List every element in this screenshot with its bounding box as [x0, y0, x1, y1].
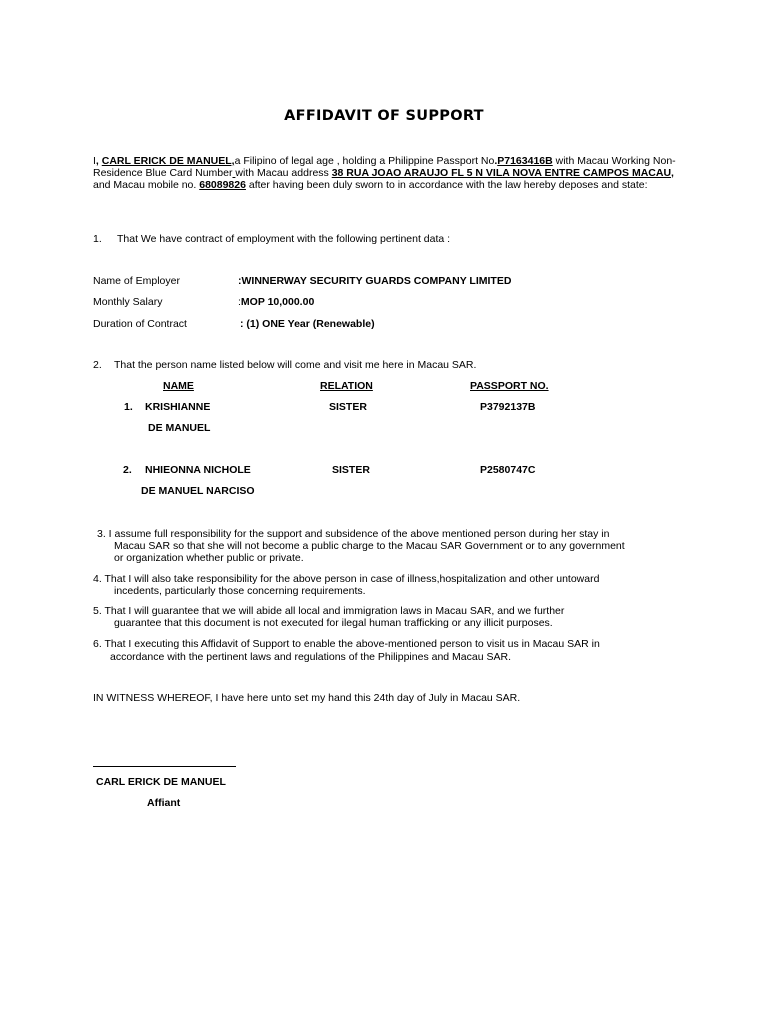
- salary-value-wrap: [238, 296, 314, 308]
- item-2-text: That the person name listed below will come and visit me here in Macau SAR.: [114, 359, 477, 371]
- item-3-line-3: or organization whether public or private.: [114, 552, 304, 564]
- item-3-line-2: Macau SAR so that she will not become a public charge to the Macau SAR Government or to any government: [114, 540, 625, 552]
- table-row-2-name-line2: DE MANUEL NARCISO: [141, 485, 255, 497]
- item-5-line-1: 5. That I will guarantee that we will abide all local and immigration laws in Macau SAR, and we further: [93, 605, 565, 617]
- intro-text: and Macau mobile no.: [93, 179, 200, 191]
- affiant-name: CARL ERICK DE MANUEL,: [101, 155, 235, 167]
- intro-text: after having been duly sworn to in accordance with the law hereby deposes and state:: [245, 179, 648, 191]
- item-3-line-1: 3. I assume full responsibility for the support and subsidence of the above mentioned person during her stay in: [97, 528, 610, 540]
- item-4-line-2: incedents, particularly those concerning requirements.: [114, 585, 366, 597]
- duration-value: : (1) ONE Year (Renewable): [240, 318, 375, 330]
- employer-value: :WINNERWAY SECURITY GUARDS COMPANY LIMITED: [238, 275, 512, 287]
- duration-label: Duration of Contract: [93, 318, 187, 330]
- header-passport: PASSPORT NO.: [470, 380, 549, 392]
- table-row-1-passport: P3792137B: [480, 401, 536, 413]
- intro-text: I: [93, 155, 96, 167]
- intro-text: with Macau address: [235, 167, 332, 179]
- header-name: NAME: [163, 380, 194, 392]
- table-row-1-relation: SISTER: [329, 401, 367, 413]
- document-title: AFFIDAVIT OF SUPPORT: [284, 108, 484, 124]
- salary-label: Monthly Salary: [93, 296, 163, 308]
- item-1-text: That We have contract of employment with the following pertinent data :: [117, 233, 451, 245]
- intro-comma: ,: [95, 155, 102, 167]
- intro-paragraph: [93, 155, 683, 191]
- signature-line: [93, 766, 236, 767]
- item-6-line-1: 6. That I executing this Affidavit of Support to enable the above-mentioned person to visit us in Macau SAR in: [93, 638, 600, 650]
- signatory-name: CARL ERICK DE MANUEL: [96, 776, 226, 788]
- salary-colon: :: [238, 296, 241, 308]
- table-row-1-name-line2: DE MANUEL: [148, 422, 211, 434]
- mobile-number: 68089826: [199, 179, 246, 191]
- item-2-number: 2.: [93, 359, 102, 371]
- table-row-2-number: 2.: [123, 464, 132, 476]
- header-relation: RELATION: [320, 380, 373, 392]
- table-row-2-relation: SISTER: [332, 464, 370, 476]
- signatory-role: Affiant: [147, 797, 181, 809]
- salary-value: MOP 10,000.00: [240, 296, 315, 308]
- table-row-1-name: KRISHIANNE: [145, 401, 211, 413]
- table-row-2-name: NHIEONNA NICHOLE: [145, 464, 251, 476]
- item-1-number: 1.: [93, 233, 102, 245]
- affiant-passport: P7163416B: [497, 155, 553, 167]
- item-5-line-2: guarantee that this document is not executed for ilegal human trafficking or any illicit purposes.: [114, 617, 553, 629]
- intro-dot: .: [494, 155, 498, 167]
- employer-label: Name of Employer: [93, 275, 180, 287]
- intro-text: a Filipino of legal age , holding a Philippine Passport No: [234, 155, 495, 167]
- table-row-1-number: 1.: [124, 401, 133, 413]
- item-6-line-2: accordance with the pertinent laws and regulations of the Philippines and Macau SAR.: [110, 651, 511, 663]
- intro-text: with Macau Working Non-Residence Blue Card Number: [93, 155, 676, 179]
- item-4-line-1: 4. That I will also take responsibility for the above person in case of illness,hospitalization and other untoward: [93, 573, 600, 585]
- macau-address: 38 RUA JOAO ARAUJO FL 5 N VILA NOVA ENTRE CAMPOS MACAU,: [331, 167, 674, 179]
- table-row-2-passport: P2580747C: [480, 464, 536, 476]
- witness-clause: IN WITNESS WHEREOF, I have here unto set my hand this 24th day of July in Macau SAR.: [93, 692, 521, 704]
